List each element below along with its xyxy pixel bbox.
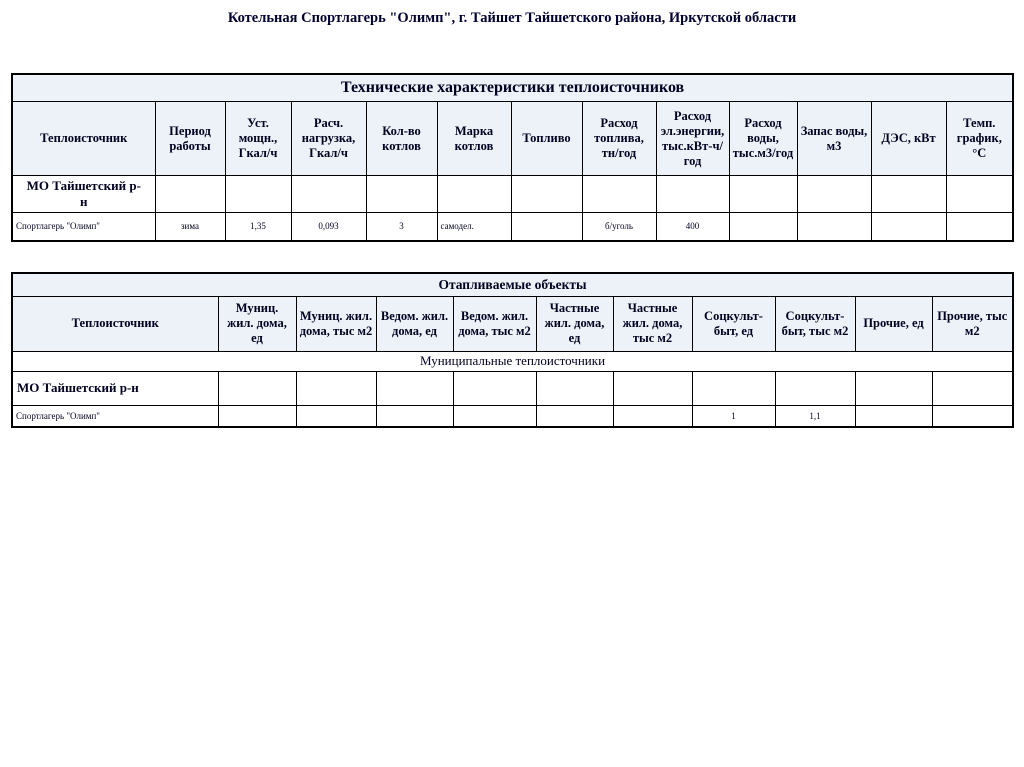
- table2-group-label: МО Тайшетский р-н: [12, 371, 218, 405]
- empty-cell: [692, 371, 775, 405]
- table1-data-row: [12, 213, 1013, 241]
- table2-header-cell: Муниц. жил. дома, тыс м2: [296, 296, 376, 351]
- table1-source-name: Спортлагерь "Олимп": [12, 213, 155, 241]
- table2-data-cell: [376, 405, 453, 427]
- table1-data-cell: зима: [155, 213, 225, 241]
- table1-header-cell: Расход топлива, тн/год: [582, 102, 656, 176]
- heated-objects-table: [11, 272, 1014, 429]
- table1-header-cell: Запас воды, м3: [797, 102, 871, 176]
- table2-header-cell: Частные жил. дома, тыс м2: [613, 296, 692, 351]
- table1-data-cell: [946, 213, 1013, 241]
- empty-cell: [296, 371, 376, 405]
- table1-data-cell: 3: [366, 213, 437, 241]
- table2-header-cell: Частные жил. дома, ед: [536, 296, 613, 351]
- table2-title-row: [12, 273, 1013, 297]
- empty-cell: [656, 176, 729, 213]
- table1-data-cell: [729, 213, 797, 241]
- table1-group-row: [12, 176, 1013, 213]
- table1-header-cell: Расч. нагрузка, Гкал/ч: [291, 102, 366, 176]
- empty-cell: [291, 176, 366, 213]
- table1-header-cell: ДЭС, кВт: [871, 102, 946, 176]
- table1-data-cell: [797, 213, 871, 241]
- table2-source-name: Спортлагерь "Олимп": [12, 405, 218, 427]
- table1-data-cell: 1,35: [225, 213, 291, 241]
- empty-cell: [453, 371, 536, 405]
- table2-title: Отапливаемые объекты: [12, 273, 1013, 297]
- empty-cell: [536, 371, 613, 405]
- empty-cell: [225, 176, 291, 213]
- empty-cell: [437, 176, 511, 213]
- table1-header-cell: Расход эл.энергии, тыс.кВт-ч/год: [656, 102, 729, 176]
- table1-data-cell: самодел.: [437, 213, 511, 241]
- table2-data-cell: [932, 405, 1013, 427]
- table2-data-cell: [453, 405, 536, 427]
- table1-data-cell: [511, 213, 582, 241]
- table2-data-row: [12, 405, 1013, 427]
- table2-header-cell: Соцкульт-быт, ед: [692, 296, 775, 351]
- table1-header-cell: Марка котлов: [437, 102, 511, 176]
- table2-header-cell: Прочие, ед: [855, 296, 932, 351]
- table1-header-cell: Темп. график, °С: [946, 102, 1013, 176]
- table2-header-cell: Ведом. жил. дома, тыс м2: [453, 296, 536, 351]
- table1-header-cell: Период работы: [155, 102, 225, 176]
- table2-header-cell: Соцкульт-быт, тыс м2: [775, 296, 855, 351]
- table2-header-row: [12, 296, 1013, 351]
- table1-header-row: [12, 102, 1013, 176]
- table1-data-cell: 0,093: [291, 213, 366, 241]
- table2-data-cell: [613, 405, 692, 427]
- table2-section-row: [12, 351, 1013, 371]
- empty-cell: [582, 176, 656, 213]
- table2-header-cell: Теплоисточник: [12, 296, 218, 351]
- table2-header-cell: Ведом. жил. дома, ед: [376, 296, 453, 351]
- table2-data-cell: [536, 405, 613, 427]
- empty-cell: [218, 371, 296, 405]
- empty-cell: [729, 176, 797, 213]
- table2-data-cell: 1: [692, 405, 775, 427]
- table1-header-cell: Уст. мощн., Гкал/ч: [225, 102, 291, 176]
- table1-data-cell: [871, 213, 946, 241]
- empty-cell: [366, 176, 437, 213]
- table2-data-cell: [296, 405, 376, 427]
- empty-cell: [775, 371, 855, 405]
- empty-cell: [932, 371, 1013, 405]
- table1-title-row: [12, 74, 1013, 102]
- empty-cell: [946, 176, 1013, 213]
- table1-header-cell: Кол-во котлов: [366, 102, 437, 176]
- table1-header-cell: Теплоисточник: [12, 102, 155, 176]
- table2-header-cell: Муниц. жил. дома, ед: [218, 296, 296, 351]
- table1-data-cell: б/уголь: [582, 213, 656, 241]
- table2-data-cell: [218, 405, 296, 427]
- table2-header-cell: Прочие, тыс м2: [932, 296, 1013, 351]
- page-title: Котельная Спортлагерь "Олимп", г. Тайшет Тайшетского района, Иркутской области: [227, 10, 797, 26]
- empty-cell: [855, 371, 932, 405]
- table1-data-cell: 400: [656, 213, 729, 241]
- table1-group-label: МО Тайшетский р-н: [12, 176, 155, 213]
- table1-header-cell: Топливо: [511, 102, 582, 176]
- table1-title: Технические характеристики теплоисточников: [12, 74, 1013, 102]
- empty-cell: [613, 371, 692, 405]
- empty-cell: [376, 371, 453, 405]
- table1-header-cell: Расход воды, тыс.м3/год: [729, 102, 797, 176]
- table2-section-label: Муниципальные теплоисточники: [12, 351, 1013, 371]
- table2-data-cell: 1,1: [775, 405, 855, 427]
- empty-cell: [871, 176, 946, 213]
- empty-cell: [797, 176, 871, 213]
- table2-group-row: [12, 371, 1013, 405]
- empty-cell: [155, 176, 225, 213]
- table2-data-cell: [855, 405, 932, 427]
- empty-cell: [511, 176, 582, 213]
- tech-characteristics-table: [11, 73, 1014, 242]
